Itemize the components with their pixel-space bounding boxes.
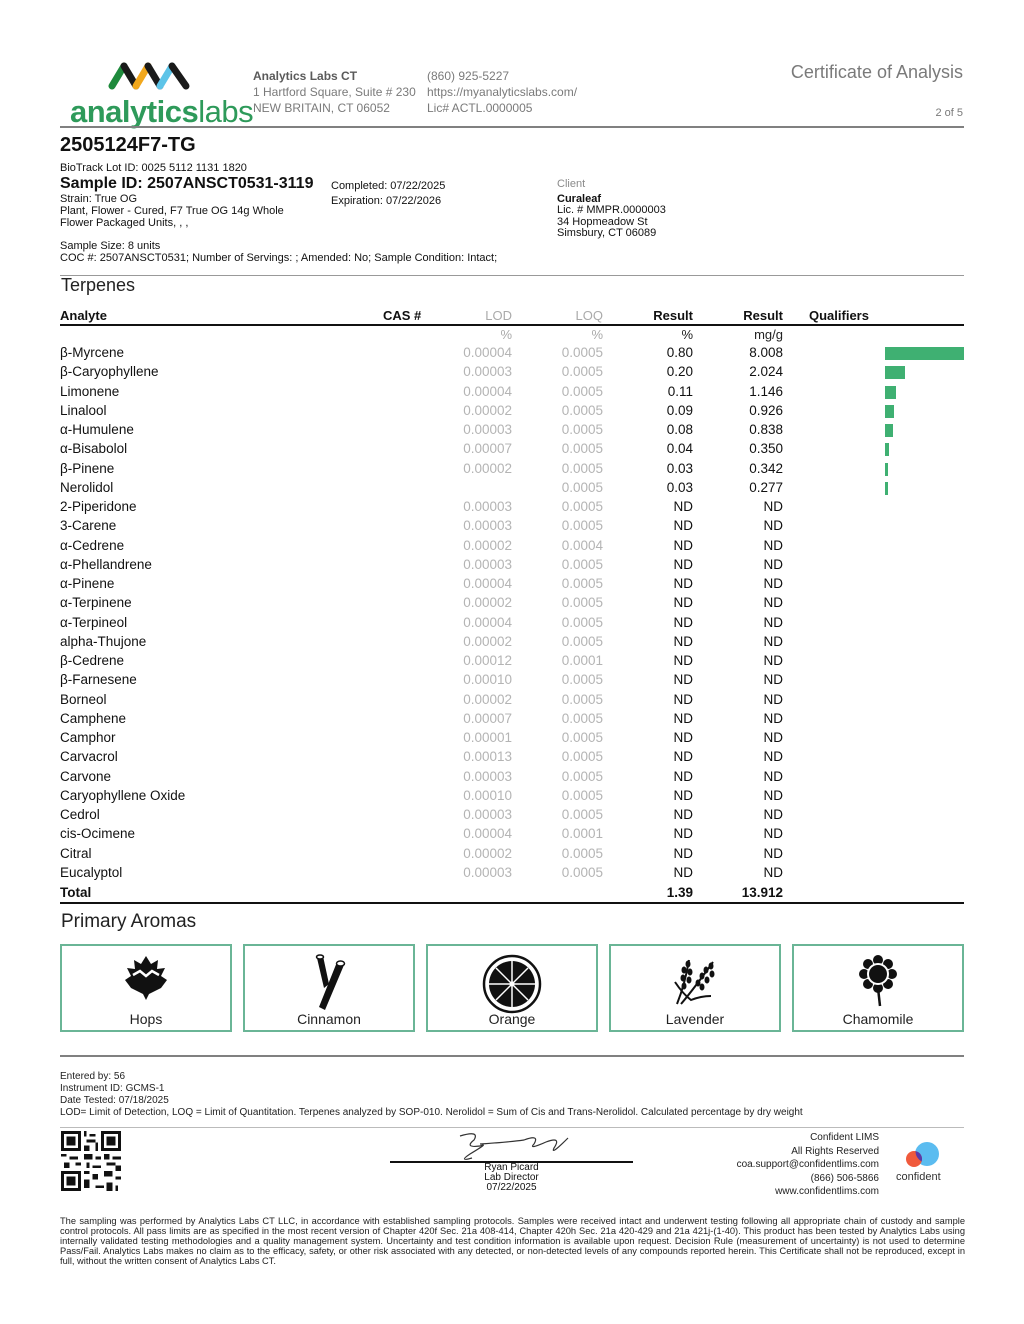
client-address-2: Simsbury, CT 06089 xyxy=(557,227,657,239)
analyte-name: β-Farnesene xyxy=(60,672,137,688)
result-mg-value: ND xyxy=(763,499,783,514)
result-mg-value: 1.146 xyxy=(749,383,783,399)
lod-value: 0.00004 xyxy=(463,345,512,360)
table-row xyxy=(60,594,964,613)
loq-value: 0.0005 xyxy=(561,364,603,380)
batch-id: 2505124F7-TG xyxy=(60,134,196,156)
loq-value: 0.0005 xyxy=(561,460,603,476)
loq-value: 0.0005 xyxy=(561,402,603,418)
lod-value: 0.00002 xyxy=(463,537,512,553)
disclaimer: The sampling was performed by Analytics Labs CT LLC, in accordance with established sampling protocols. Samples were received intact and underwent testing following all appropriate chain of custody and sample control protocols. All pass limits are as specified in the most recent version of Chapter 420f Sec. 21a 408-414, Chapter 420h Sec. 21a 420-429 and 21a 421j-(1-40). This product has been tested by Analytics Labs using internally validated testing methodologies and a quality management system. Uncertainty and test condition information is available upon request. Decision Rule (measurement of uncertainty) is not used to determine Pass/Fail. Analytics Labs makes no claim as to the efficacy, safety, or other risk associated with any detected, or non-detected levels of any compounds reported herein. This Certificate shall not be reproduced, except in full, without the written consent of Analytics Labs CT. xyxy=(60,1216,965,1266)
sample-size: Sample Size: 8 units xyxy=(60,240,161,252)
table-row xyxy=(60,363,964,382)
analyte-name: Limonene xyxy=(60,383,120,399)
result-pct-value: ND xyxy=(673,672,693,688)
result-mg-value: 0.342 xyxy=(749,460,783,476)
col-qualifiers: Qualifiers xyxy=(809,308,869,323)
lod-value: 0.00004 xyxy=(463,576,512,591)
table-row xyxy=(60,691,964,710)
table-row xyxy=(60,806,964,825)
analyte-name: α-Cedrene xyxy=(60,537,125,553)
analyte-name: Nerolidol xyxy=(60,479,114,495)
lod-value: 0.00004 xyxy=(463,614,512,630)
result-pct-value: ND xyxy=(673,864,693,880)
loq-value: 0.0001 xyxy=(561,826,603,842)
table-row xyxy=(60,787,964,806)
col-cas: CAS # xyxy=(383,308,422,323)
result-bar xyxy=(885,405,894,418)
result-pct-value: ND xyxy=(673,537,693,553)
result-mg-value: ND xyxy=(763,633,783,649)
lod-value: 0.00012 xyxy=(463,653,512,668)
analyte-name: 3-Carene xyxy=(60,518,117,534)
analyte-name: α-Terpineol xyxy=(60,614,128,630)
qr-code-icon[interactable] xyxy=(61,1131,121,1191)
result-mg-value: ND xyxy=(763,768,783,784)
result-mg-value: ND xyxy=(763,807,783,822)
col-result-pct: Result xyxy=(653,308,693,323)
analyte-name: β-Caryophyllene xyxy=(60,364,159,380)
table-row xyxy=(60,633,964,652)
analyte-name: cis-Ocimene xyxy=(60,826,136,842)
signature-icon xyxy=(450,1128,580,1162)
biotrack-lot: BioTrack Lot ID: 0025 5112 1131 1820 xyxy=(60,162,247,174)
col-loq: LOQ xyxy=(575,308,603,323)
client-block xyxy=(557,179,666,240)
table-header xyxy=(60,308,964,326)
lod-value: 0.00013 xyxy=(463,749,512,765)
analyte-name: Borneol xyxy=(60,691,107,707)
units-row xyxy=(60,327,964,343)
terpenes-title: Terpenes xyxy=(61,275,136,295)
client-label: Client xyxy=(557,178,586,190)
analytics-labs-logo xyxy=(66,58,254,129)
strain: Strain: True OG xyxy=(60,193,138,205)
analyte-name: α-Bisabolol xyxy=(60,441,128,457)
aroma-card-hops xyxy=(60,944,232,1032)
table-row xyxy=(60,460,964,479)
aromas-title: Primary Aromas xyxy=(61,911,197,932)
analyte-name: Camphor xyxy=(60,730,116,745)
analyte-name: 2-Piperidone xyxy=(60,499,137,514)
result-mg-value: ND xyxy=(763,556,783,572)
lod-value: 0.00004 xyxy=(463,383,512,399)
confident-logo-text: confident xyxy=(896,1171,941,1183)
lims-rights: All Rights Reserved xyxy=(791,1145,879,1157)
date-tested: Date Tested: 07/18/2025 xyxy=(60,1095,169,1106)
result-mg-value: ND xyxy=(763,595,783,611)
test-notes xyxy=(60,1071,803,1119)
lod-value: 0.00003 xyxy=(463,518,512,534)
terpenes-table-body xyxy=(60,344,964,883)
document-title: Certificate of Analysis xyxy=(790,62,963,82)
result-mg-value: ND xyxy=(763,691,783,707)
result-pct-value: ND xyxy=(673,633,693,649)
lims-phone: (866) 506-5866 xyxy=(810,1172,879,1184)
aromas-row xyxy=(60,944,964,1034)
lod-value: 0.00007 xyxy=(463,441,512,457)
result-pct-value: ND xyxy=(673,787,693,803)
legend-note: LOD= Limit of Detection, LOQ = Limit of Quantitation. Terpenes analyzed by SOP-010. Nerolidol = Sum of Cis and Trans-Nerolidol. Calculated percentage by dry weight xyxy=(60,1107,803,1118)
table-row xyxy=(60,652,964,671)
entered-by: Entered by: 56 xyxy=(60,1071,126,1082)
analyte-name: Camphene xyxy=(60,710,127,726)
lod-value: 0.00003 xyxy=(463,422,512,437)
unit-result-mg: mg/g xyxy=(754,327,783,342)
result-mg-value: ND xyxy=(763,787,783,803)
loq-value: 0.0004 xyxy=(561,537,603,553)
lod-value: 0.00010 xyxy=(463,672,512,688)
lod-value: 0.00003 xyxy=(463,499,512,514)
result-pct-value: ND xyxy=(673,730,693,745)
result-pct-value: 0.03 xyxy=(666,479,693,495)
loq-value: 0.0005 xyxy=(561,518,603,534)
result-mg-value: ND xyxy=(763,730,783,745)
result-mg-value: ND xyxy=(763,672,783,688)
result-pct-value: ND xyxy=(673,556,693,572)
lab-website-link[interactable]: https://myanalyticslabs.com/ xyxy=(427,85,578,99)
product-line-2: Flower Packaged Units, , , xyxy=(60,217,189,229)
analyte-name: alpha-Thujone xyxy=(60,633,147,649)
result-mg-value: ND xyxy=(763,537,783,553)
result-mg-value: ND xyxy=(763,518,783,534)
result-pct-value: ND xyxy=(673,768,693,784)
result-pct-value: 0.04 xyxy=(666,441,693,457)
result-pct-value: 0.03 xyxy=(666,460,693,476)
loq-value: 0.0005 xyxy=(561,845,603,861)
result-mg-value: ND xyxy=(763,653,783,668)
table-row xyxy=(60,517,964,536)
col-result-mg: Result xyxy=(743,308,783,323)
loq-value: 0.0005 xyxy=(561,499,603,514)
analyte-name: α-Humulene xyxy=(60,422,134,437)
page-indicator: 2 of 5 xyxy=(935,107,963,119)
result-bar xyxy=(885,366,905,379)
sample-description xyxy=(60,193,320,229)
coc-line: COC #: 2507ANSCT0531; Number of Servings: ; Amended: No; Sample Condition: Intact; xyxy=(60,251,498,264)
sample-size-block xyxy=(60,241,497,264)
result-mg-value: ND xyxy=(763,845,783,861)
result-mg-value: 2.024 xyxy=(749,364,783,380)
loq-value: 0.0005 xyxy=(561,614,603,630)
loq-value: 0.0005 xyxy=(561,479,603,495)
loq-value: 0.0001 xyxy=(561,653,603,668)
result-pct-value: 0.80 xyxy=(666,345,693,360)
unit-lod: % xyxy=(500,327,512,342)
table-row xyxy=(60,344,964,363)
analyte-name: Carvacrol xyxy=(60,749,118,765)
lims-info xyxy=(737,1131,879,1199)
aroma-label: Chamomile xyxy=(842,1011,914,1027)
dates xyxy=(331,179,445,209)
result-mg-value: 0.277 xyxy=(749,479,783,495)
result-pct-value: 0.08 xyxy=(666,422,693,437)
table-row xyxy=(60,402,964,421)
loq-value: 0.0005 xyxy=(561,787,603,803)
client-address-1: 34 Hopmeadow St xyxy=(557,215,648,228)
total-pct: 1.39 xyxy=(666,885,693,900)
table-row xyxy=(60,825,964,844)
cinnamon-icon xyxy=(309,954,349,1012)
lab-phone: (860) 925-5227 xyxy=(427,69,510,83)
signer-name: Ryan Picard xyxy=(484,1162,539,1173)
result-mg-value: 8.008 xyxy=(749,345,783,360)
analyte-name: α-Phellandrene xyxy=(60,556,152,572)
lod-value: 0.00010 xyxy=(463,787,512,803)
instrument-id: Instrument ID: GCMS-1 xyxy=(60,1083,165,1094)
loq-value: 0.0005 xyxy=(561,422,603,437)
lab-address-1: 1 Hartford Square, Suite # 230 xyxy=(253,85,416,99)
analyte-name: Carvone xyxy=(60,768,112,784)
result-bar xyxy=(885,463,888,476)
col-lod: LOD xyxy=(485,308,512,323)
lod-value: 0.00001 xyxy=(463,730,512,745)
analyte-name: Cedrol xyxy=(60,807,100,822)
analyte-name: β-Myrcene xyxy=(60,345,125,360)
result-pct-value: ND xyxy=(673,653,693,668)
result-pct-value: ND xyxy=(673,749,693,765)
table-row xyxy=(60,748,964,767)
analyte-name: Citral xyxy=(60,845,92,861)
loq-value: 0.0005 xyxy=(561,633,603,649)
result-pct-value: ND xyxy=(673,614,693,630)
result-bar xyxy=(885,386,896,399)
loq-value: 0.0005 xyxy=(561,441,603,457)
lab-address-2: NEW BRITAIN, CT 06052 xyxy=(253,101,390,115)
loq-value: 0.0005 xyxy=(561,691,603,707)
lod-value: 0.00007 xyxy=(463,710,512,726)
result-mg-value: ND xyxy=(763,749,783,765)
result-pct-value: ND xyxy=(673,499,693,514)
lod-value: 0.00002 xyxy=(463,402,512,418)
expiration-date: Expiration: 07/22/2026 xyxy=(331,195,442,207)
loq-value: 0.0005 xyxy=(561,595,603,611)
header-divider xyxy=(60,126,964,128)
col-analyte: Analyte xyxy=(60,308,107,323)
result-mg-value: ND xyxy=(763,826,783,842)
result-mg-value: 0.350 xyxy=(749,441,783,457)
loq-value: 0.0005 xyxy=(561,710,603,726)
result-pct-value: ND xyxy=(673,518,693,534)
lavender-icon xyxy=(671,954,719,1006)
signoff-date: 07/22/2025 xyxy=(486,1182,537,1193)
loq-value: 0.0005 xyxy=(561,864,603,880)
result-pct-value: ND xyxy=(673,691,693,707)
lims-name: Confident LIMS xyxy=(810,1132,879,1143)
result-bar xyxy=(885,482,888,495)
chamomile-flower-icon xyxy=(858,954,898,1008)
loq-value: 0.0005 xyxy=(561,730,603,745)
total-label: Total xyxy=(60,885,92,900)
table-row xyxy=(60,671,964,690)
analyte-name: Linalool xyxy=(60,402,107,418)
lab-name: Analytics Labs CT xyxy=(253,69,358,83)
result-mg-value: ND xyxy=(763,576,783,591)
table-row xyxy=(60,768,964,787)
result-pct-value: 0.09 xyxy=(666,402,693,418)
lod-value: 0.00002 xyxy=(463,595,512,611)
lod-value: 0.00003 xyxy=(463,556,512,572)
aroma-label: Cinnamon xyxy=(297,1011,361,1027)
result-bar xyxy=(885,424,893,437)
loq-value: 0.0005 xyxy=(561,345,603,360)
client-license: Lic. # MMPR.0000003 xyxy=(557,204,666,216)
loq-value: 0.0005 xyxy=(561,383,603,399)
analyte-name: β-Cedrene xyxy=(60,653,125,668)
lod-value: 0.00002 xyxy=(463,845,512,861)
table-row xyxy=(60,864,964,883)
result-mg-value: ND xyxy=(763,710,783,726)
table-row xyxy=(60,537,964,556)
sample-divider xyxy=(60,275,964,276)
aroma-card-chamomile xyxy=(792,944,964,1032)
table-row xyxy=(60,421,964,440)
aroma-label: Orange xyxy=(488,1011,536,1027)
table-row xyxy=(60,440,964,459)
notes-divider xyxy=(60,1055,964,1057)
result-pct-value: ND xyxy=(673,826,693,842)
table-row xyxy=(60,479,964,498)
lims-email-link[interactable]: coa.support@confidentlims.com xyxy=(736,1159,879,1170)
table-row xyxy=(60,710,964,729)
result-bar xyxy=(885,443,889,456)
analyte-name: β-Pinene xyxy=(60,460,115,476)
lod-value: 0.00003 xyxy=(463,768,512,784)
analyte-name: α-Terpinene xyxy=(60,595,132,611)
aroma-label: Hops xyxy=(129,1011,163,1027)
total-row xyxy=(60,884,964,904)
lims-website-link[interactable]: www.confidentlims.com xyxy=(775,1186,879,1197)
signer-block xyxy=(390,1163,633,1193)
lod-value: 0.00003 xyxy=(463,807,512,822)
lab-license: Lic# ACTL.0000005 xyxy=(427,101,533,115)
loq-value: 0.0005 xyxy=(561,807,603,822)
aroma-card-lavender xyxy=(609,944,781,1032)
table-row xyxy=(60,729,964,748)
loq-value: 0.0005 xyxy=(561,749,603,765)
result-pct-value: ND xyxy=(673,845,693,861)
table-row xyxy=(60,556,964,575)
lod-value: 0.00003 xyxy=(463,864,512,880)
result-pct-value: ND xyxy=(673,710,693,726)
table-row xyxy=(60,845,964,864)
table-row xyxy=(60,614,964,633)
analyte-name: Eucalyptol xyxy=(60,864,123,880)
result-mg-value: 0.926 xyxy=(749,402,783,418)
result-bar xyxy=(885,347,964,360)
loq-value: 0.0005 xyxy=(561,672,603,688)
completed-date: Completed: 07/22/2025 xyxy=(331,180,446,192)
signer-title: Lab Director xyxy=(484,1172,539,1183)
analyte-name: α-Pinene xyxy=(60,576,115,591)
aroma-label: Lavender xyxy=(665,1011,725,1027)
logo-mark-icon xyxy=(66,58,236,94)
lod-value: 0.00003 xyxy=(463,364,512,380)
result-mg-value: ND xyxy=(763,614,783,630)
logo-wordmark: analyticslabs xyxy=(70,94,254,129)
lod-value: 0.00004 xyxy=(463,826,512,842)
analyte-name: Caryophyllene Oxide xyxy=(60,787,186,803)
table-row xyxy=(60,498,964,517)
product-line-1: Plant, Flower - Cured, F7 True OG 14g Whole xyxy=(60,205,284,217)
result-pct-value: 0.11 xyxy=(667,383,693,399)
lab-contact xyxy=(427,68,577,116)
result-pct-value: ND xyxy=(673,595,693,611)
table-row xyxy=(60,383,964,402)
result-pct-value: 0.20 xyxy=(666,364,693,380)
sample-id: Sample ID: 2507ANSCT0531-3119 xyxy=(60,175,314,192)
loq-value: 0.0005 xyxy=(561,576,603,591)
unit-result-pct: % xyxy=(681,327,693,342)
loq-value: 0.0005 xyxy=(561,768,603,784)
hops-icon xyxy=(123,954,169,1004)
result-mg-value: ND xyxy=(763,864,783,880)
result-mg-value: 0.838 xyxy=(749,422,783,437)
lod-value: 0.00002 xyxy=(463,460,512,476)
result-pct-value: ND xyxy=(673,576,693,591)
total-mg: 13.912 xyxy=(741,885,783,900)
table-row xyxy=(60,575,964,594)
unit-loq: % xyxy=(591,327,603,342)
aroma-card-cinnamon xyxy=(243,944,415,1032)
lod-value: 0.00002 xyxy=(463,691,512,707)
lab-info xyxy=(253,68,416,116)
lod-value: 0.00002 xyxy=(463,633,512,649)
orange-slice-icon xyxy=(482,954,542,1014)
aroma-card-orange xyxy=(426,944,598,1032)
result-pct-value: ND xyxy=(673,807,693,822)
client-name: Curaleaf xyxy=(557,192,602,205)
loq-value: 0.0005 xyxy=(561,556,603,572)
